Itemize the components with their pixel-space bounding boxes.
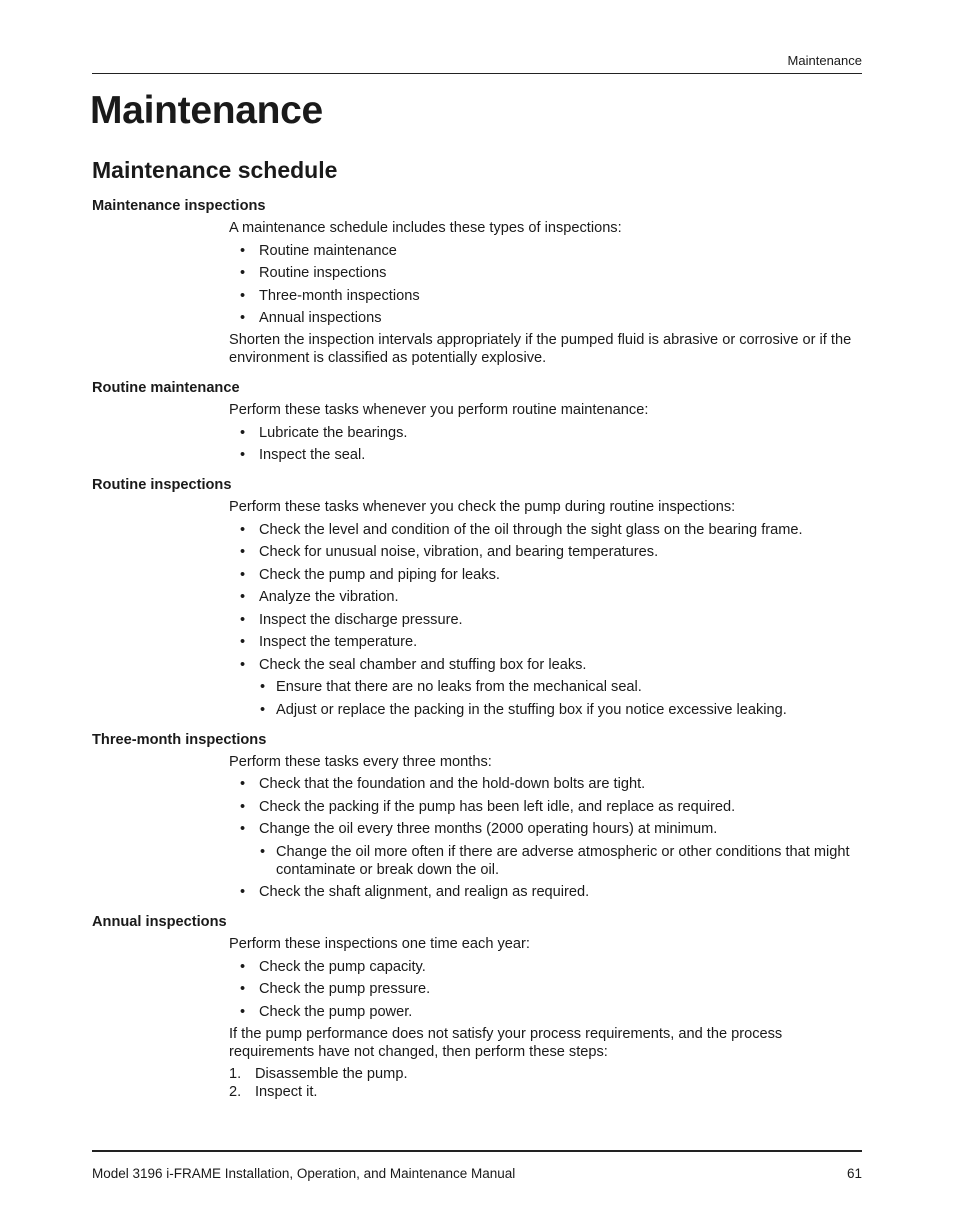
bullet-icon: • xyxy=(240,884,246,900)
paragraph: Perform these tasks whenever you check the pump during routine inspections: xyxy=(229,499,736,515)
numbered-item xyxy=(229,1065,854,1083)
list-item-text: Check the pump power. xyxy=(259,1003,413,1020)
list-item-text: Check the seal chamber and stuffing box for leaks. xyxy=(259,656,587,673)
paragraph: Perform these tasks whenever you perform routine maintenance: xyxy=(229,402,649,418)
sub-list-item xyxy=(259,701,854,719)
heading-maintenance-inspections: Maintenance inspections xyxy=(92,198,266,214)
sub-bullet-list xyxy=(259,843,854,879)
list-item-text: Check the shaft alignment, and realign as required. xyxy=(259,884,590,900)
list-item-text: Check the packing if the pump has been left idle, and replace as required. xyxy=(259,798,736,815)
list-item xyxy=(229,611,854,629)
list-item-text: Ensure that there are no leaks from the mechanical seal. xyxy=(276,679,642,695)
list-item xyxy=(229,633,854,651)
heading-routine-inspections: Routine inspections xyxy=(92,477,232,493)
bullet-list xyxy=(229,521,854,719)
list-item-text: Adjust or replace the packing in the stuffing box if you notice excessive leaking. xyxy=(276,701,787,718)
list-item-text: Three-month inspections xyxy=(259,287,420,304)
header-rule xyxy=(92,73,862,74)
bullet-list xyxy=(229,242,854,328)
list-item xyxy=(229,424,854,442)
bullet-icon: • xyxy=(240,821,246,837)
list-item-text: Analyze the vibration. xyxy=(259,589,399,605)
list-item-text: Inspect the discharge pressure. xyxy=(259,611,463,628)
list-item xyxy=(229,883,854,901)
bullet-icon: • xyxy=(240,798,246,815)
bullet-icon: • xyxy=(260,679,266,695)
list-item xyxy=(229,980,854,998)
bullet-list xyxy=(229,958,854,1021)
list-item-text: Change the oil more often if there are adverse atmospheric or other conditions that might contaminate or break down the oil. xyxy=(276,843,850,878)
paragraph: A maintenance schedule includes these types of inspections: xyxy=(229,220,622,236)
bullet-icon: • xyxy=(240,265,246,281)
page-content xyxy=(0,197,954,1101)
page-number: 61 xyxy=(846,1166,862,1181)
list-item-text: Inspect the seal. xyxy=(259,447,366,463)
list-item xyxy=(229,775,854,793)
bullet-icon: • xyxy=(260,843,266,860)
list-item-text: Check that the foundation and the hold-down bolts are tight. xyxy=(259,776,646,792)
list-item-text: Change the oil every three months (2000 operating hours) at minimum. xyxy=(259,821,718,837)
three-month-inspections-body xyxy=(0,753,954,902)
step-number: 1. xyxy=(229,1065,242,1082)
bullet-list xyxy=(229,775,854,901)
footer-manual-title: Model 3196 i-FRAME Installation, Operation, and Maintenance Manual xyxy=(92,1166,516,1181)
bullet-icon: • xyxy=(240,776,246,792)
numbered-item xyxy=(229,1083,854,1101)
list-item-text: Lubricate the bearings. xyxy=(259,424,408,441)
list-item xyxy=(229,309,854,327)
step-text: Disassemble the pump. xyxy=(255,1065,408,1082)
maintenance-inspections-body xyxy=(0,219,954,367)
step-number: 2. xyxy=(229,1083,242,1100)
list-item xyxy=(229,264,854,282)
list-item-text: Check the pump capacity. xyxy=(259,958,426,975)
footer-rule xyxy=(92,1150,862,1152)
bullet-icon: • xyxy=(240,242,246,259)
list-item xyxy=(229,656,854,719)
heading-annual-inspections: Annual inspections xyxy=(92,914,227,930)
running-header: Maintenance xyxy=(787,53,862,68)
numbered-list xyxy=(229,1065,854,1101)
list-item-text: Inspect the temperature. xyxy=(259,634,418,650)
list-item xyxy=(229,543,854,561)
page-title: Maintenance xyxy=(90,89,323,132)
heading-three-month-inspections: Three-month inspections xyxy=(92,731,267,748)
bullet-icon: • xyxy=(240,589,246,605)
list-item xyxy=(229,588,854,606)
bullet-icon: • xyxy=(240,287,246,304)
bullet-icon: • xyxy=(240,981,246,997)
bullet-icon: • xyxy=(240,634,246,650)
sub-list-item xyxy=(259,678,854,696)
bullet-icon: • xyxy=(240,310,246,326)
list-item-text: Check the pump pressure. xyxy=(259,981,431,997)
bullet-icon: • xyxy=(240,611,246,628)
bullet-icon: • xyxy=(240,958,246,975)
list-item xyxy=(229,287,854,305)
bullet-icon: • xyxy=(240,521,246,538)
bullet-icon: • xyxy=(240,424,246,441)
list-item-text: Routine inspections xyxy=(259,265,387,281)
list-item xyxy=(229,1003,854,1021)
sub-list-item xyxy=(259,843,854,879)
routine-inspections-body xyxy=(0,498,954,719)
list-item xyxy=(229,446,854,464)
list-item xyxy=(229,566,854,584)
list-item-text: Routine maintenance xyxy=(259,242,397,259)
heading-routine-maintenance: Routine maintenance xyxy=(92,380,240,396)
list-item-text: Check the pump and piping for leaks. xyxy=(259,566,500,583)
list-item xyxy=(229,798,854,816)
paragraph: If the pump performance does not satisfy your process requirements, and the process requirements have not changed, then perform these steps: xyxy=(229,1025,783,1060)
section-title: Maintenance schedule xyxy=(92,157,338,183)
bullet-icon: • xyxy=(240,1003,246,1020)
bullet-list xyxy=(229,424,854,465)
list-item xyxy=(229,820,854,879)
list-item-text: Check the level and condition of the oil through the sight glass on the bearing frame. xyxy=(259,521,803,538)
sub-bullet-list xyxy=(259,678,854,719)
bullet-icon: • xyxy=(240,566,246,583)
list-item xyxy=(229,958,854,976)
bullet-icon: • xyxy=(240,544,246,560)
routine-maintenance-body xyxy=(0,401,954,464)
list-item-text: Annual inspections xyxy=(259,310,382,326)
list-item xyxy=(229,521,854,539)
paragraph: Shorten the inspection intervals appropriately if the pumped fluid is abrasive or corrosive or if the environment is classified as potentially explosive. xyxy=(229,332,852,366)
list-item xyxy=(229,242,854,260)
bullet-icon: • xyxy=(240,656,246,673)
annual-inspections-body xyxy=(0,935,954,1101)
bullet-icon: • xyxy=(240,447,246,463)
list-item-text: Check for unusual noise, vibration, and bearing temperatures. xyxy=(259,544,659,560)
paragraph: Perform these inspections one time each year: xyxy=(229,936,530,952)
step-text: Inspect it. xyxy=(255,1083,318,1100)
paragraph: Perform these tasks every three months: xyxy=(229,753,492,770)
bullet-icon: • xyxy=(260,701,266,718)
